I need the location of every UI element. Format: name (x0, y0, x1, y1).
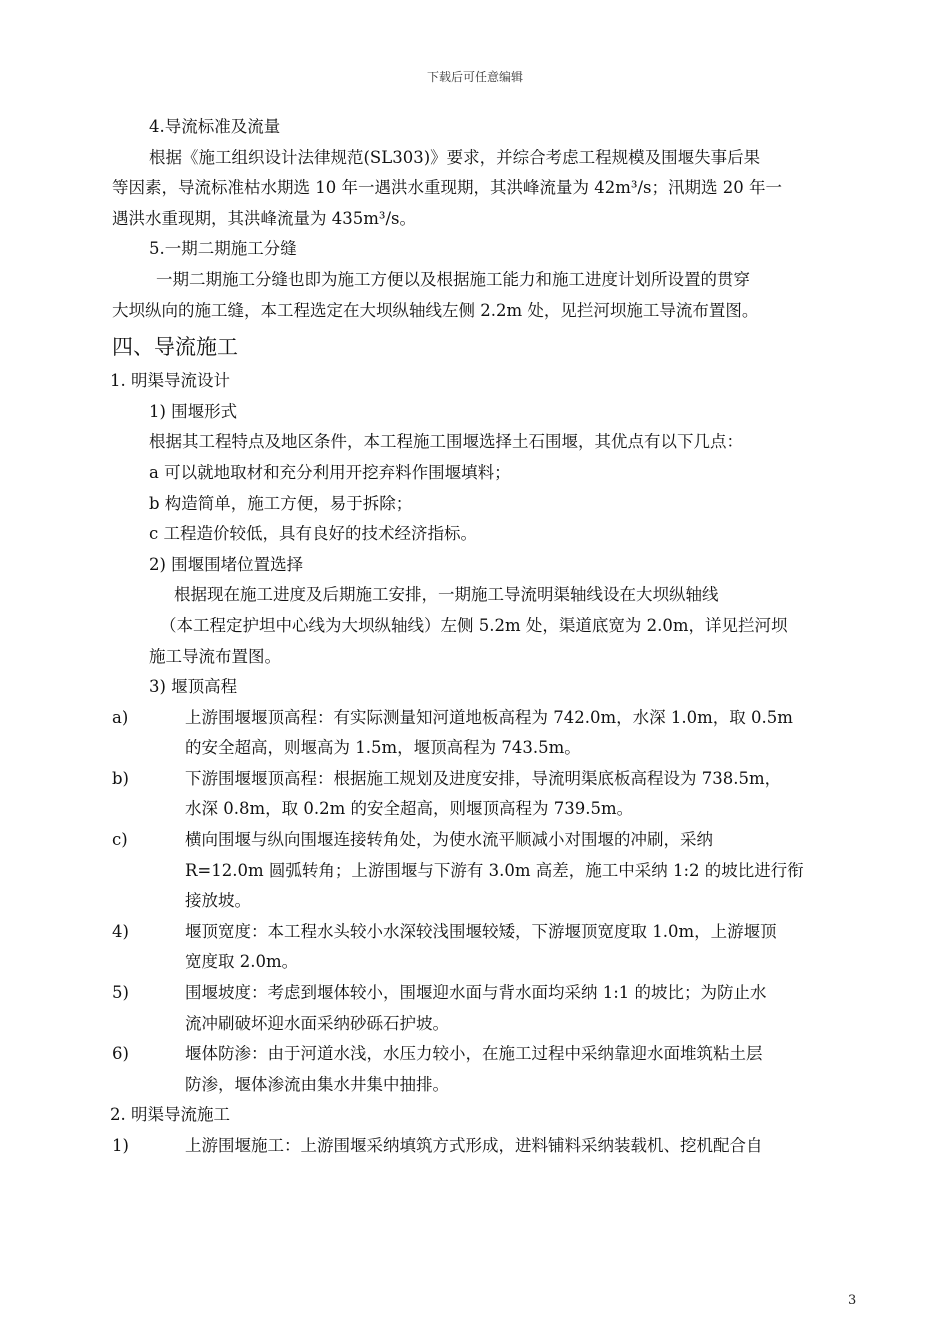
list-item-s1 (73, 1131, 862, 1162)
list-item-line: 宽度取 2.0m。 (185, 952, 299, 972)
paragraph-line: 根据现在施工进度及后期施工安排，一期施工导流明渠轴线设在大坝纵轴线 (174, 585, 719, 605)
paragraph-line: 一期二期施工分缝也即为施工方便以及根据施工能力和施工进度计划所设置的贯穿 (156, 269, 750, 289)
list-item-4 (73, 917, 862, 978)
list-item-5 (73, 978, 862, 1039)
list-marker: b) (112, 768, 129, 788)
section-heading-5: 5.一期二期施工分缝 (149, 239, 297, 259)
list-marker: 1) (112, 1136, 129, 1155)
list-item-line: 防渗，堰体渗流由集水井集中抽排。 (185, 1074, 449, 1094)
paragraph-line: 根据《施工组织设计法律规范(SL303)》要求，并综合考虑工程规模及围堰失事后果 (149, 147, 761, 167)
list-item-line: R=12.0m 圆弧转角；上游围堰与下游有 3.0m 高差，施工中采纳 1:2 的坡比进行衔 (185, 860, 804, 880)
list-item-line: 下游围堰堰顶高程：根据施工规划及进度安排，导流明渠底板高程设为 738.5m， (185, 768, 782, 788)
list-item-line: 流冲刷破坏迎水面采纳砂砾石护坡。 (185, 1013, 449, 1033)
paragraph-line: 遇洪水重现期，其洪峰流量为 435m³/s。 (112, 208, 417, 228)
list-item-line: 的安全超高，则堰高为 1.5m，堰顶高程为 743.5m。 (185, 738, 581, 758)
page-number: 3 (848, 1293, 857, 1308)
list-item: b 构造简单，施工方便，易于拆除； (149, 493, 413, 513)
paragraph-line: 施工导流布置图。 (149, 646, 281, 666)
list-marker: c) (112, 830, 128, 850)
list-item-line: 上游围堰堰顶高程：有实际测量知河道地板高程为 742.0m，水深 1.0m，取 0.5m (185, 707, 793, 727)
document-body (112, 112, 862, 1162)
paragraph-line: （本工程定护坦中心线为大坝纵轴线）左侧 5.2m 处，渠道底宽为 2.0m，详见拦河坝 (160, 615, 788, 635)
item-heading: 2) 围堰围堵位置选择 (149, 554, 304, 574)
subsection-heading-2: 2. 明渠导流施工 (110, 1105, 230, 1125)
list-marker: 5) (112, 983, 129, 1003)
list-item-line: 上游围堰施工：上游围堰采纳填筑方式形成，进料铺料采纳装载机、挖机配合自 (185, 1136, 763, 1155)
list-item-a (73, 703, 862, 764)
list-item-line: 堰顶宽度：本工程水头较小水深较浅围堰较矮，下游堰顶宽度取 1.0m，上游堰顶 (185, 921, 777, 941)
item-heading: 1) 围堰形式 (149, 401, 238, 421)
list-item-line: 接放坡。 (185, 891, 251, 911)
list-marker: a) (112, 707, 129, 727)
subsection-heading-1: 1. 明渠导流设计 (110, 371, 230, 391)
section-heading-4: 4.导流标准及流量 (149, 117, 281, 136)
list-item-6 (73, 1039, 862, 1100)
list-item-line: 围堰坡度：考虑到堰体较小，围堰迎水面与背水面均采纳 1:1 的坡比；为防止水 (185, 983, 767, 1003)
list-item-line: 水深 0.8m，取 0.2m 的安全超高，则堰顶高程为 739.5m。 (185, 799, 634, 819)
list-item-c (73, 825, 862, 917)
paragraph-line: 等因素，导流标准枯水期选 10 年一遇洪水重现期，其洪峰流量为 42m³/s；汛期选 20 年一 (112, 178, 782, 198)
list-marker: 4) (112, 921, 129, 941)
chapter-heading: 四、导流施工 (112, 335, 238, 360)
list-item: a 可以就地取材和充分利用开挖弃料作围堰填料； (149, 462, 511, 482)
paragraph-line: 根据其工程特点及地区条件，本工程施工围堰选择土石围堰，其优点有以下几点： (149, 432, 743, 452)
paragraph-line: 大坝纵向的施工缝，本工程选定在大坝纵轴线左侧 2.2m 处，见拦河坝施工导流布置图。 (112, 300, 759, 320)
list-item-b (73, 764, 862, 825)
item-heading: 3) 堰顶高程 (149, 677, 238, 697)
list-marker: 6) (112, 1044, 129, 1064)
page-header: 下载后可任意编辑 (426, 70, 523, 84)
list-item-line: 横向围堰与纵向围堰连接转角处，为使水流平顺减小对围堰的冲刷，采纳 (185, 830, 713, 850)
list-item: c 工程造价较低，具有良好的技术经济指标。 (149, 524, 477, 544)
list-item-line: 堰体防渗：由于河道水浅，水压力较小，在施工过程中采纳靠迎水面堆筑粘土层 (185, 1044, 763, 1064)
